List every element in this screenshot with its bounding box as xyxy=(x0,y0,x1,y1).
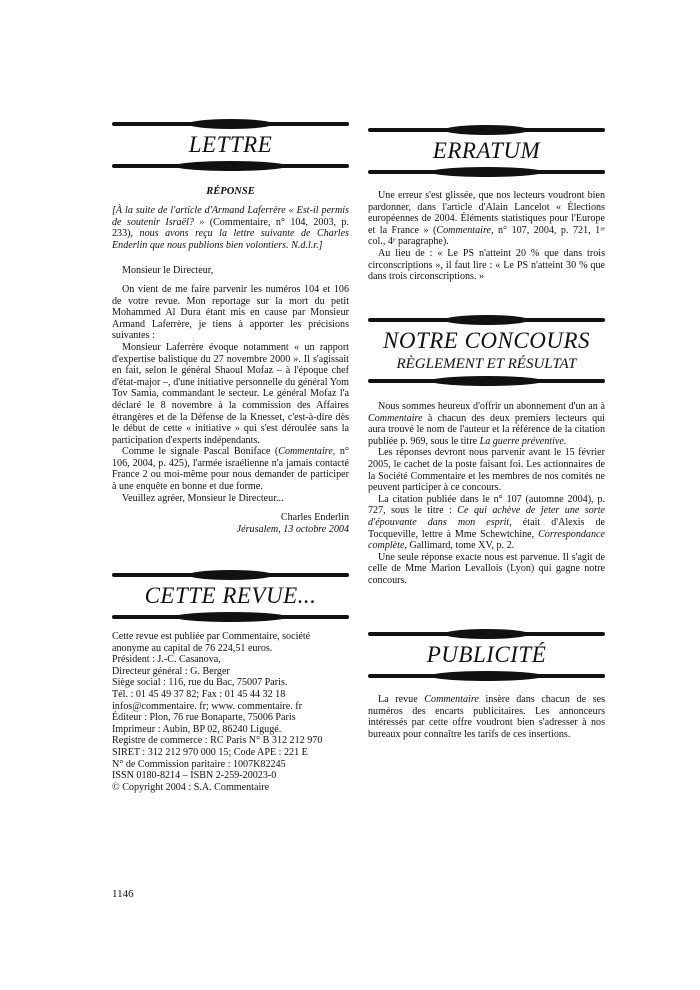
paragraph: Au lieu de : « Le PS n'atteint 20 % que dans trois circonscriptions », il faut lire : « Le PS n'atteint 30 % que dans trois circonscriptions. » xyxy=(368,247,605,283)
imprint-line: Imprimeur : Aubin, BP 02, 86240 Ligugé. xyxy=(112,723,282,735)
imprint-line: infos@commentaire. fr; www. commentaire. fr xyxy=(112,700,302,712)
paragraph: Nous sommes heureux d'offrir un abonnement d'un an à Commentaire à chacun des deux premiers lecteurs qui aura trouvé le nom de l'auteur et la référence de la citation publiée p. 969, sous le titre La guerre préventive. xyxy=(368,401,605,447)
paragraph: Une seule réponse exacte nous est parvenue. Il s'agit de celle de Mme Marion Levallois (Lyon) qui gagne notre concours. xyxy=(368,551,605,586)
imprint-list xyxy=(112,631,349,793)
paragraph: La citation publiée dans le n° 107 (automne 2004), p. 727, sous le titre : Ce qui achève de jeter une sorte d'épouvante dans mon esprit, était d'Alexis de Tocqueville, lettre à Mme Schewtchine, Correspondance complète, Gallimard, tome XV, p. 2. xyxy=(368,493,605,552)
imprint-line: Tél. : 01 45 49 37 82; Fax : 01 45 44 32 18 xyxy=(112,688,286,700)
paragraph: Une erreur s'est glissée, que nos lecteurs voudront bien pardonner, dans l'article d'Alain Lancelot « Élections européennes de 2004. Éléments statistiques pour l'Europe et la France » (Commentaire, n° 107, 2004, p. 721, 1ʳᵉ col., 4ᵉ paragraphe). xyxy=(368,190,605,248)
imprint-line: ISSN 0180-8214 – ISBN 2-259-20023-0 xyxy=(112,770,277,782)
paragraph: On vient de me faire parvenir les numéros 104 et 106 de votre revue. Mon reportage sur la mort du petit Mohammed Al Dura étant mis en cause par Monsieur Armand Laferrère, je tiens à apporter les précisions suivantes : xyxy=(112,283,349,342)
place-date: Jérusalem, 13 octobre 2004 xyxy=(236,523,349,535)
paragraph: Comme le signale Pascal Boniface (Commentaire, n° 106, 2004, p. 425), l'armée israélienne n'a jamais contacté France 2 ou moi-même pour nous demander de participer à une enquête en bonne et due forme. xyxy=(112,446,349,493)
section-concours xyxy=(368,318,605,587)
section-title: CETTE REVUE... xyxy=(144,583,317,608)
imprint-line: Registre de commerce : RC Paris N° B 312 212 970 xyxy=(112,735,323,747)
imprint-line: Siège social : 116, rue du Bac, 75007 Paris. xyxy=(112,677,288,689)
page-number: 1146 xyxy=(112,888,134,900)
section-title: PUBLICITÉ xyxy=(426,642,547,667)
section-cette-revue xyxy=(112,573,349,793)
rule-top xyxy=(368,318,605,322)
imprint-line: Directeur général : G. Berger xyxy=(112,665,230,677)
section-erratum xyxy=(368,128,605,283)
section-subtitle: RÈGLEMENT ET RÉSULTAT xyxy=(396,356,577,372)
imprint-line: Président : J.-C. Casanova, xyxy=(112,654,221,666)
section-label: RÉPONSE xyxy=(206,186,255,197)
editor-note: [À la suite de l'article d'Armand Laferrère « Est-il permis de soutenir Israël? » (Commentaire, n° 104, 2003, p. 233), nous avons reçu la lettre suivante de Charles Enderlin que nous publions bien volontiers. N.d.l.r.] xyxy=(112,205,349,251)
rule-bottom xyxy=(368,674,605,678)
imprint-line: © Copyright 2004 : S.A. Commentaire xyxy=(112,781,270,793)
imprint-line: Éditeur : Plon, 76 rue Bonaparte, 75006 Paris xyxy=(112,712,296,724)
imprint-line: N° de Commission paritaire : 1007K82245 xyxy=(112,758,286,770)
signature: Charles Enderlin xyxy=(280,512,349,524)
imprint-line: Cette revue est publiée par Commentaire, société anonyme au capital de 76 224,51 euros. xyxy=(112,631,311,654)
rule-top xyxy=(112,122,349,126)
section-title: LETTRE xyxy=(188,132,273,157)
section-title: ERRATUM xyxy=(432,138,541,163)
section-title: NOTRE CONCOURS xyxy=(383,328,590,353)
paragraph: Les réponses devront nous parvenir avant le 15 février 2005, le cachet de la poste faisant foi. Les actionnaires de la Société Commentaire et les membres de nos comités ne peuvent participer à ce concours. xyxy=(368,447,605,494)
section-publicite xyxy=(368,632,605,740)
rule-top xyxy=(368,632,605,636)
imprint-line: SIRET : 312 212 970 000 15; Code APE : 221 E xyxy=(112,746,308,758)
rule-bottom xyxy=(368,170,605,174)
paragraph: La revue Commentaire insère dans chacun de ses numéros des encarts publicitaires. Les annonceurs intéressés par cette offre voudront bien s'adresser à nos bureaux pour connaître les tarifs de ces insertions. xyxy=(368,694,605,740)
rule-bottom xyxy=(112,164,349,168)
salutation: Monsieur le Directeur, xyxy=(122,265,214,277)
closing: Veuillez agréer, Monsieur le Directeur... xyxy=(122,492,284,504)
rule-bottom xyxy=(112,615,349,619)
rule-top xyxy=(368,128,605,132)
rule-bottom xyxy=(368,379,605,383)
section-lettre xyxy=(112,122,349,535)
rule-top xyxy=(112,573,349,577)
paragraph: Monsieur Laferrère évoque notamment « un rapport d'expertise balistique du 27 novembre 2000 ». Il s'agissait en fait, selon le général Shaoul Mofaz – à l'époque chef d'état-major –, d'une initiative personnelle du général Yom Tov Samia, commandant le secteur. Le général Mofaz l'a déclaré le 8 novembre à la commission des Affaires étrangères et de la Défense de la Knesset, c'est-à-dire dès le début de cette « initiative » qui s'est déroulée sans la participation d'experts indépendants. xyxy=(112,341,349,446)
